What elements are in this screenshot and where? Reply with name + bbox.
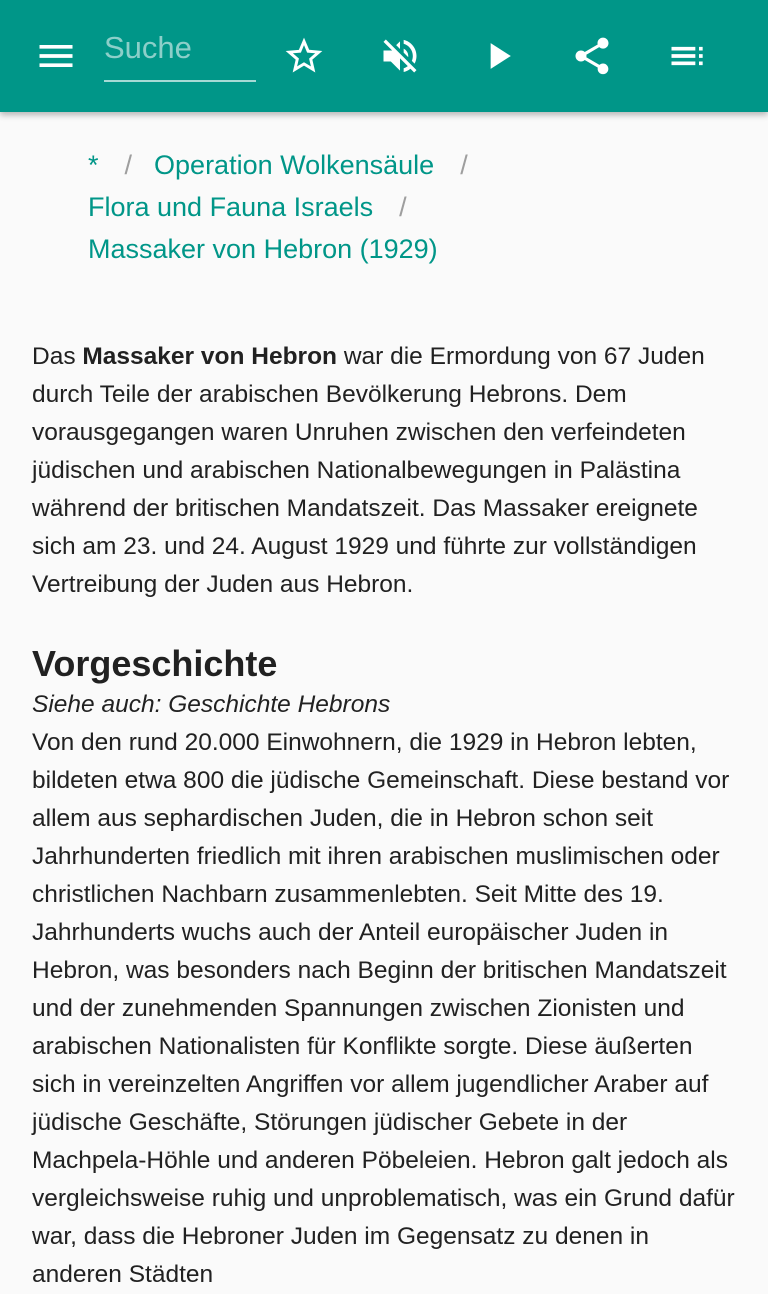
breadcrumb-item-flora-fauna[interactable]: Flora und Fauna Israels [88,192,374,222]
article-title-bold: Massaker von Hebron [82,343,338,370]
breadcrumb-separator: / [124,150,133,180]
see-also-link[interactable]: Geschichte Hebrons [168,691,391,718]
section-paragraph: Von den rund 20.000 Einwohnern, die 1929 in Hebron lebten, bildeten etwa 800 die jüdische Gemeinschaft. Diese bestand vor allem aus sephardischen Juden, die in Hebron schon seit Jahrhunderten friedlich mit ihren arabischen muslimischen oder christlichen Nachbarn zusammenlebten. Seit Mitte des 19. Jahrhunderts wuchs auch der Anteil europäischer Juden in Hebron, was besonders nach Beginn der britischen Mandatszeit und der zunehmenden Spannungen zwischen Zionisten und arabischen Nationalisten für Konflikte sorgte. Diese äußerten sich in vereinzelten Angriffen vor allem jugendlicher Araber auf jüdische Geschäfte, Störungen jüdischer Gebete in der Machpela-Höhle und anderen Pöbeleien. Hebron galt jedoch als vergleichsweise ruhig und unproblematisch, was ein Grund dafür war, dass die Hebroner Juden im Gegensatz zu denen in anderen Städten [32,729,735,1288]
section-heading: Vorgeschichte [32,643,278,684]
breadcrumb-item-home[interactable]: * [88,150,99,180]
mute-button[interactable] [370,26,430,86]
see-also-prefix: Siehe auch: [32,691,169,718]
breadcrumb [88,144,728,270]
see-also-note [32,686,736,724]
breadcrumb-item-operation-wolkensaeule[interactable]: Operation Wolkensäule [154,150,435,180]
share-icon [570,34,614,78]
list-menu-icon [666,34,710,78]
search-input[interactable] [104,20,256,76]
article-body [32,338,736,1294]
intro-text: war die Ermordung von 67 Juden durch Teile der arabischen Bevölkerung Hebrons. Dem vorausgegangen waren Unruhen zwischen den verfeindeten jüdischen und arabischen Nationalbewegungen in Palästina während der britischen Mandatszeit. Das Massaker ereignete sich am 23. und 24. August 1929 und führte zur vollständigen Vertreibung der Juden aus Hebron. [32,343,705,598]
breadcrumb-separator: / [399,192,407,222]
breadcrumb-separator: / [460,150,468,180]
app-toolbar [0,0,768,112]
menu-button[interactable] [26,26,86,86]
volume-off-icon [378,34,422,78]
bookmark-button[interactable] [274,26,334,86]
intro-prefix: Das [32,343,83,370]
intro-paragraph [32,338,736,604]
star-outline-icon [282,34,326,78]
search-field[interactable] [104,24,256,82]
toc-button[interactable] [658,26,718,86]
share-button[interactable] [562,26,622,86]
hamburger-menu-icon [34,34,78,78]
breadcrumb-item-current[interactable]: Massaker von Hebron (1929) [88,234,438,264]
play-button[interactable] [468,26,528,86]
play-icon [476,34,520,78]
